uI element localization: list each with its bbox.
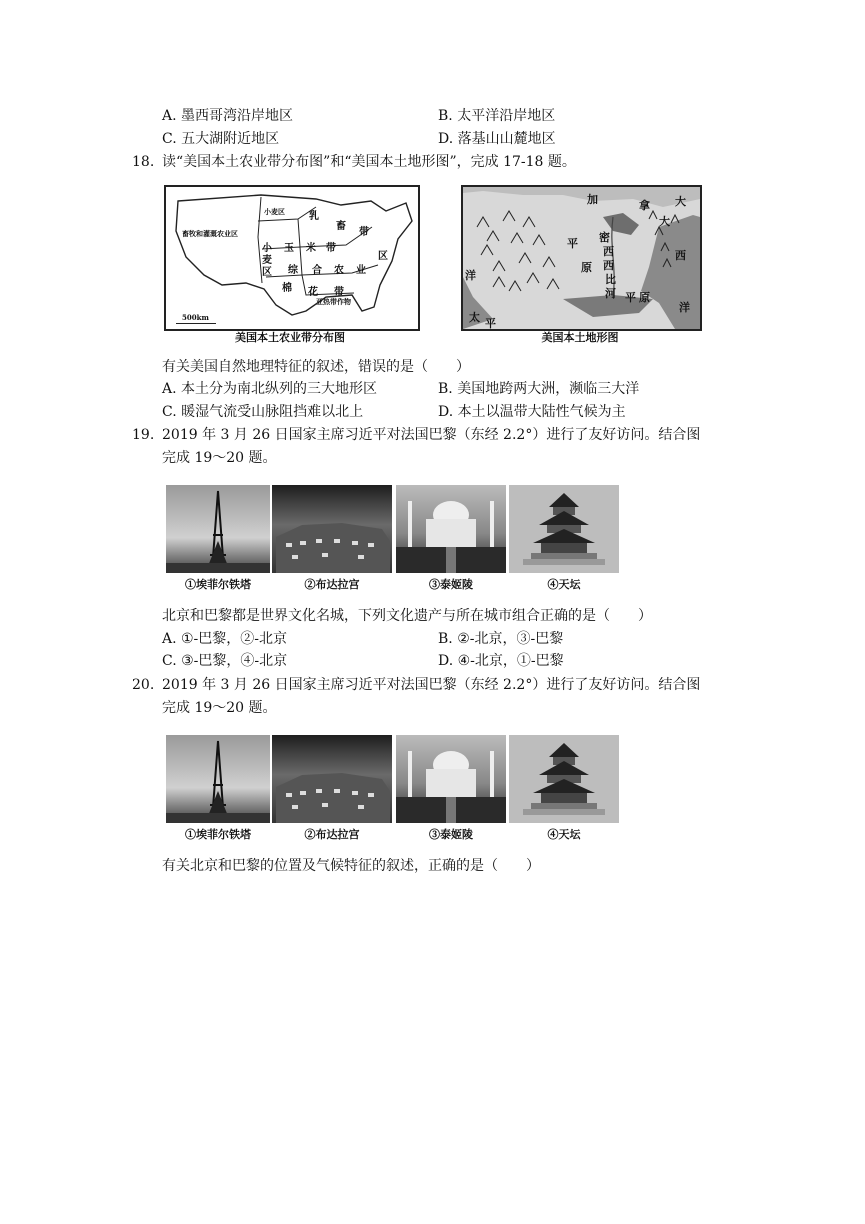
map2-label-2: 拿: [639, 199, 650, 212]
q20-caption-2: ②布达拉宫: [304, 828, 360, 841]
map1-caption: 美国本土农业带分布图: [235, 331, 345, 344]
q18-stem: 读“美国本土农业带分布图”和“美国本土地形图”，完成 17-18 题。: [162, 154, 576, 170]
temple-of-heaven-icon: [509, 735, 619, 823]
q20-photo-eiffel-tower: [166, 735, 270, 823]
map2-label-9: 密: [599, 231, 610, 244]
map1-label-4: 畜: [336, 221, 346, 232]
map1-label-6: 小: [262, 243, 272, 254]
map1-scale-bar: [176, 323, 216, 324]
map2-label-15: 原: [639, 291, 650, 304]
map1-label-7: 麦: [262, 255, 272, 266]
q20-stem-line2: 完成 19～20 题。: [162, 700, 277, 716]
q20-photo-taj-mahal: [396, 735, 506, 823]
q18-option-a: A. 本土分为南北纵列的三大地形区: [162, 381, 378, 397]
q17-option-d: D. 落基山山麓地区: [438, 131, 556, 147]
q19-caption-1: ①埃菲尔铁塔: [185, 578, 251, 591]
map2-label-1: 加: [587, 193, 598, 206]
q19-option-c: C. ③-巴黎，④-北京: [162, 653, 288, 669]
potala-palace-icon: [272, 485, 392, 573]
map2-label-13: 河: [605, 287, 616, 300]
q17-option-b: B. 太平洋沿岸地区: [438, 108, 556, 124]
q19-stem-line2: 完成 19～20 题。: [162, 450, 277, 466]
map1-label-8: 区: [262, 267, 272, 278]
map1-label-17: 棉: [282, 283, 292, 294]
q19-number: 19.: [132, 427, 155, 443]
q19-photo-temple-of-heaven: [509, 485, 619, 573]
taj-mahal-icon: [396, 485, 506, 573]
map1-label-3: 乳: [309, 211, 319, 222]
map2-label-3: 大: [675, 195, 686, 208]
map1-label-14: 农: [334, 265, 344, 276]
map2-label-6: 洋: [679, 301, 690, 314]
q19-caption-2: ②布达拉宫: [304, 578, 360, 591]
us-terrain-icon: [463, 187, 700, 329]
q18-option-b: B. 美国地跨两大洲，濒临三大洋: [438, 381, 640, 397]
map2-label-11: 西: [603, 259, 614, 272]
q18-option-c: C. 暖湿气流受山脉阻挡难以北上: [162, 404, 364, 420]
q19-photo-eiffel-tower: [166, 485, 270, 573]
q20-caption-1: ①埃菲尔铁塔: [185, 828, 251, 841]
q19-caption-4: ④天坛: [547, 578, 581, 591]
q20-stem-line1: 2019 年 3 月 26 日国家主席习近平对法国巴黎（东经 2.2°）进行了友好访问。结合图: [162, 677, 701, 693]
taj-mahal-icon: [396, 735, 506, 823]
map1-scale: 500km: [182, 313, 209, 322]
q19-photo-taj-mahal: [396, 485, 506, 573]
map1-label-15: 业: [356, 265, 366, 276]
q18-number: 18.: [132, 154, 155, 170]
map2-label-7: 平: [567, 237, 578, 250]
q19-caption-3: ③泰姬陵: [429, 578, 473, 591]
potala-palace-icon: [272, 735, 392, 823]
map1-label-13: 合: [312, 265, 322, 276]
q19-option-a: A. ①-巴黎，②-北京: [162, 631, 288, 647]
us-terrain-map: [461, 185, 702, 331]
map1-label-2: 小麦区: [264, 207, 285, 216]
map2-label-8: 原: [581, 261, 592, 274]
map1-label-1: 畜牧和灌溉农业区: [182, 229, 238, 238]
map2-label-18: 洋: [465, 269, 476, 282]
map1-label-16: 区: [378, 251, 388, 262]
map1-label-11: 带: [326, 243, 336, 254]
map1-label-10: 米: [306, 243, 316, 254]
map1-label-20: 亚热带作物: [316, 297, 351, 306]
q19-option-d: D. ④-北京，①-巴黎: [438, 653, 564, 669]
q20-photo-potala-palace: [272, 735, 392, 823]
q18-option-d: D. 本土以温带大陆性气候为主: [438, 404, 626, 420]
map2-label-12: 比: [605, 273, 616, 286]
eiffel-tower-icon: [166, 735, 270, 823]
q20-caption-4: ④天坛: [547, 828, 581, 841]
map2-label-16: 太: [469, 311, 480, 324]
q20-question: 有关北京和巴黎的位置及气候特征的叙述，正确的是（ ）: [162, 858, 540, 874]
map2-label-14: 平: [625, 291, 636, 304]
map1-label-12: 综: [288, 265, 298, 276]
map1-label-9: 玉: [284, 243, 294, 254]
map2-label-10: 西: [603, 245, 614, 258]
us-agriculture-map: [164, 185, 420, 331]
q20-caption-3: ③泰姬陵: [429, 828, 473, 841]
map1-label-5: 带: [359, 227, 369, 238]
map2-caption: 美国本土地形图: [541, 331, 619, 344]
temple-of-heaven-icon: [509, 485, 619, 573]
q17-option-a: A. 墨西哥湾沿岸地区: [162, 108, 294, 124]
q20-number: 20.: [132, 677, 155, 693]
map2-label-5: 西: [675, 249, 686, 262]
map2-label-17: 平: [485, 317, 496, 330]
q19-stem-line1: 2019 年 3 月 26 日国家主席习近平对法国巴黎（东经 2.2°）进行了友好访问。结合图: [162, 427, 701, 443]
q18-question: 有关美国自然地理特征的叙述，错误的是（ ）: [162, 359, 470, 375]
eiffel-tower-icon: [166, 485, 270, 573]
q19-question: 北京和巴黎都是世界文化名城，下列文化遗产与所在城市组合正确的是（ ）: [162, 608, 652, 624]
map1-label-18: 花: [308, 287, 318, 298]
map1-label-19: 带: [334, 287, 344, 298]
q19-photo-potala-palace: [272, 485, 392, 573]
q19-option-b: B. ②-北京，③-巴黎: [438, 631, 564, 647]
q17-option-c: C. 五大湖附近地区: [162, 131, 280, 147]
map2-label-4: 大: [659, 215, 670, 228]
q20-photo-temple-of-heaven: [509, 735, 619, 823]
